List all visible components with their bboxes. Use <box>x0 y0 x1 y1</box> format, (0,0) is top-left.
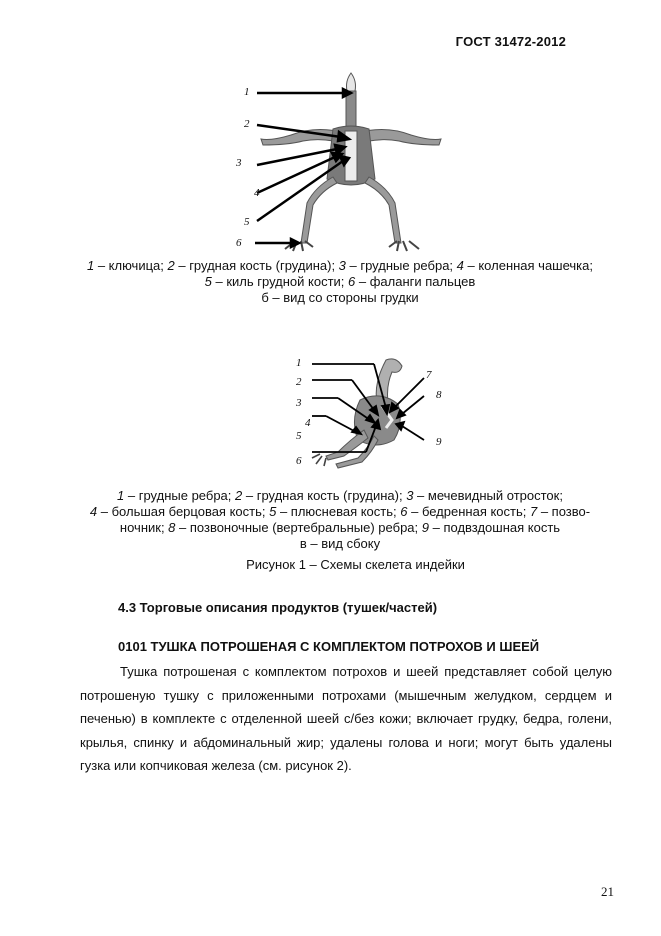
turkey-skeleton-front-figure <box>225 65 465 255</box>
fig-c-label-7: 7 <box>426 369 432 381</box>
product-description-text: Тушка потрошеная с комплектом потрохов и шеей представляет собой целую потрошеную тушку с приложенными потрохами (мышечным желудком, сердцем и печенью) в комплекте с отделенной шеей с/без кожи; включает грудку, бедра, голени, крылья, спинку и абдоминальный жир; удалены голова и ноги; могут быть удалены гузка или копчиковая железа (см. рисунок 2). <box>80 664 612 773</box>
fig-c-label-9: 9 <box>436 436 442 448</box>
fig-b-label-4: 4 <box>254 187 260 199</box>
fig-c-caption-line-4: в – вид сбоку <box>299 536 381 551</box>
fig-b-caption-line-3: б – вид со стороны грудки <box>261 290 419 305</box>
fig-b-caption-line-1: 1 – ключица; 2 – грудная кость (грудина); 3 – грудные ребра; 4 – коленная чашечка; <box>86 258 593 273</box>
document-header: ГОСТ 31472-2012 <box>455 34 566 49</box>
fig-b-label-2: 2 <box>244 118 250 130</box>
fig-c-label-8: 8 <box>436 389 442 401</box>
figure-title: Рисунок 1 – Схемы скелета индейки <box>246 557 465 572</box>
fig-c-caption-line-1: 1 – грудные ребра; 2 – грудная кость (грудина); 3 – мечевидный отросток; <box>117 488 563 503</box>
fig-b-label-6: 6 <box>236 237 242 249</box>
fig-b-caption-line-2: 5 – киль грудной кости; 6 – фаланги пальцев <box>204 274 476 289</box>
fig-c-caption-line-3: ночник; 8 – позвоночные (вертебральные) ребра; 9 – подвздошная кость <box>119 520 561 535</box>
fig-c-label-6: 6 <box>296 455 302 467</box>
fig-c-caption-line-2: 4 – большая берцовая кость; 5 – плюсневая кость; 6 – бедренная кость; 7 – позво- <box>89 504 591 519</box>
product-heading: 0101 ТУШКА ПОТРОШЕНАЯ С КОМПЛЕКТОМ ПОТРОХОВ И ШЕЕЙ <box>118 639 540 654</box>
fig-c-label-1: 1 <box>296 357 302 369</box>
fig-c-label-5: 5 <box>296 430 302 442</box>
fig-c-label-2: 2 <box>296 376 302 388</box>
fig-b-label-3: 3 <box>236 157 242 169</box>
fig-c-label-4: 4 <box>305 417 311 429</box>
fig-c-label-3: 3 <box>296 397 302 409</box>
figure-b-caption <box>60 258 620 306</box>
figure-c-caption <box>60 488 620 552</box>
fig-b-label-1: 1 <box>244 86 250 98</box>
page-number: 21 <box>601 884 614 899</box>
turkey-skeleton-side-figure <box>290 350 440 470</box>
fig-b-label-5: 5 <box>244 216 250 228</box>
product-description <box>80 660 612 778</box>
section-heading: 4.3 Торговые описания продуктов (тушек/частей) <box>118 600 438 615</box>
